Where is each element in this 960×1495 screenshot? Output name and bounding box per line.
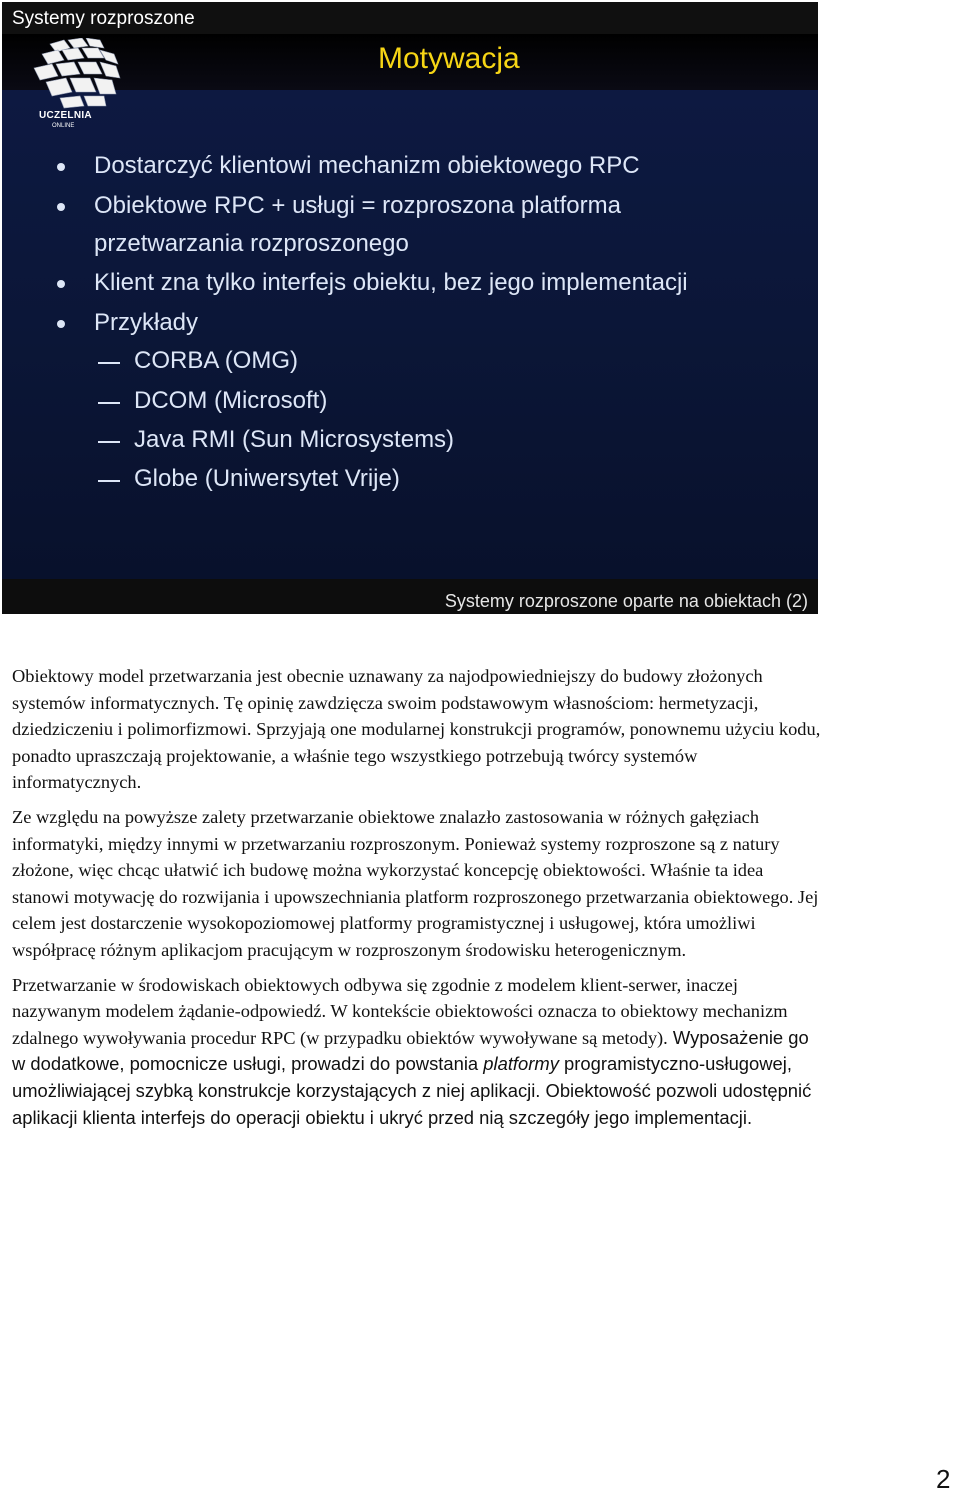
slide bbox=[2, 2, 818, 614]
bullet-item: Dostarczyć klientowi mechanizm obiektowego RPC bbox=[94, 152, 640, 179]
slide-footer-text: Systemy rozproszone oparte na obiektach (2) bbox=[444, 591, 808, 611]
bullet-item-continuation: przetwarzania rozproszonego bbox=[94, 230, 409, 257]
sub-item: Java RMI (Sun Microsystems) bbox=[134, 426, 455, 453]
sub-item: DCOM (Microsoft) bbox=[134, 387, 328, 414]
sub-item: Globe (Uniwersytet Vrije) bbox=[134, 465, 400, 492]
dash-icon bbox=[98, 441, 120, 443]
dash-icon bbox=[98, 402, 120, 404]
bullet-dot-icon bbox=[57, 320, 65, 328]
page-number: 2 bbox=[936, 1464, 951, 1494]
course-title: Systemy rozproszone bbox=[12, 8, 195, 29]
notes-text-italic: platformy bbox=[483, 1053, 559, 1075]
bullet-item: Klient zna tylko interfejs obiektu, bez jego implementacji bbox=[94, 269, 688, 296]
sub-item: CORBA (OMG) bbox=[134, 347, 299, 374]
bullet-dot-icon bbox=[57, 163, 65, 171]
bullet-dot-icon bbox=[57, 280, 65, 288]
notes-paragraph-mixed bbox=[12, 972, 822, 1132]
notes-paragraph: Ze względu na powyższe zalety przetwarzanie obiektowe znalazło zastosowania w różnych gałęziach informatyki, między innymi w przetwarzaniu rozproszonym. Ponieważ systemy rozproszone są z natury złożone, więc chcąc ułatwić ich budowę można wykorzystać koncepcję obiektowości. Właśnie ta idea stanowi motywację do rozwijania i upowszechniania platform rozproszonego przetwarzania obiektowego. Jej celem jest dostarczenie wysokopoziomowej platformy programistycznej i usługowej, która umożliwi współpracę różnym aplikacjom pracującym w rozproszonym środowisku heterogenicznym. bbox=[12, 806, 819, 960]
notes-text-sans: Wyposażenie go w dodatkowe, pomocnicze usługi, prowadzi do powstania bbox=[12, 1026, 809, 1075]
bullet-dot-icon bbox=[57, 203, 65, 211]
logo-text: UCZELNIA bbox=[39, 110, 92, 121]
notes-text-serif: Przetwarzanie w środowiskach obiektowych odbywa się zgodnie z modelem klient-serwer, inaczej nazywanym modelem żądanie-odpowiedź. W kontekście obiektowości oznacza to obiektowy mechanizm zdalnego wywoływania procedur RPC (w przypadku obiektów wywoływane są metody). bbox=[12, 974, 788, 1048]
dash-icon bbox=[98, 480, 120, 482]
dash-icon bbox=[98, 362, 120, 364]
notes-paragraph: Obiektowy model przetwarzania jest obecnie uznawany za najodpowiedniejszy do budowy złożonych systemów informatycznych. Tę opinię zawdzięcza swoim podstawowym własnościom: hermetyzacji, dziedziczeniu i polimorfizmowi. Sprzyjają one modularnej konstrukcji programów, ponownemu użyciu kodu, ponadto upraszczają projektowanie, a właśnie tego wszystkiego potrzebują twórcy systemów informatycznych. bbox=[12, 666, 821, 793]
slide-title: Motywacja bbox=[378, 42, 520, 75]
logo-subtext: ONLINE bbox=[52, 123, 75, 129]
bullet-item: Obiektowe RPC + usługi = rozproszona platforma bbox=[94, 192, 621, 219]
notes-text-sans: programistyczno-usługowej, umożliwiającej szybką konstrukcje korzystających z niej aplikacji. Obiektowość pozwoli udostępnić aplikacji klienta interfejs do operacji obiektu i ukryć przed nią szczegóły jego implementacji. bbox=[12, 1053, 812, 1128]
bullet-item: Przykłady bbox=[94, 309, 199, 336]
lecture-notes bbox=[12, 663, 822, 1139]
